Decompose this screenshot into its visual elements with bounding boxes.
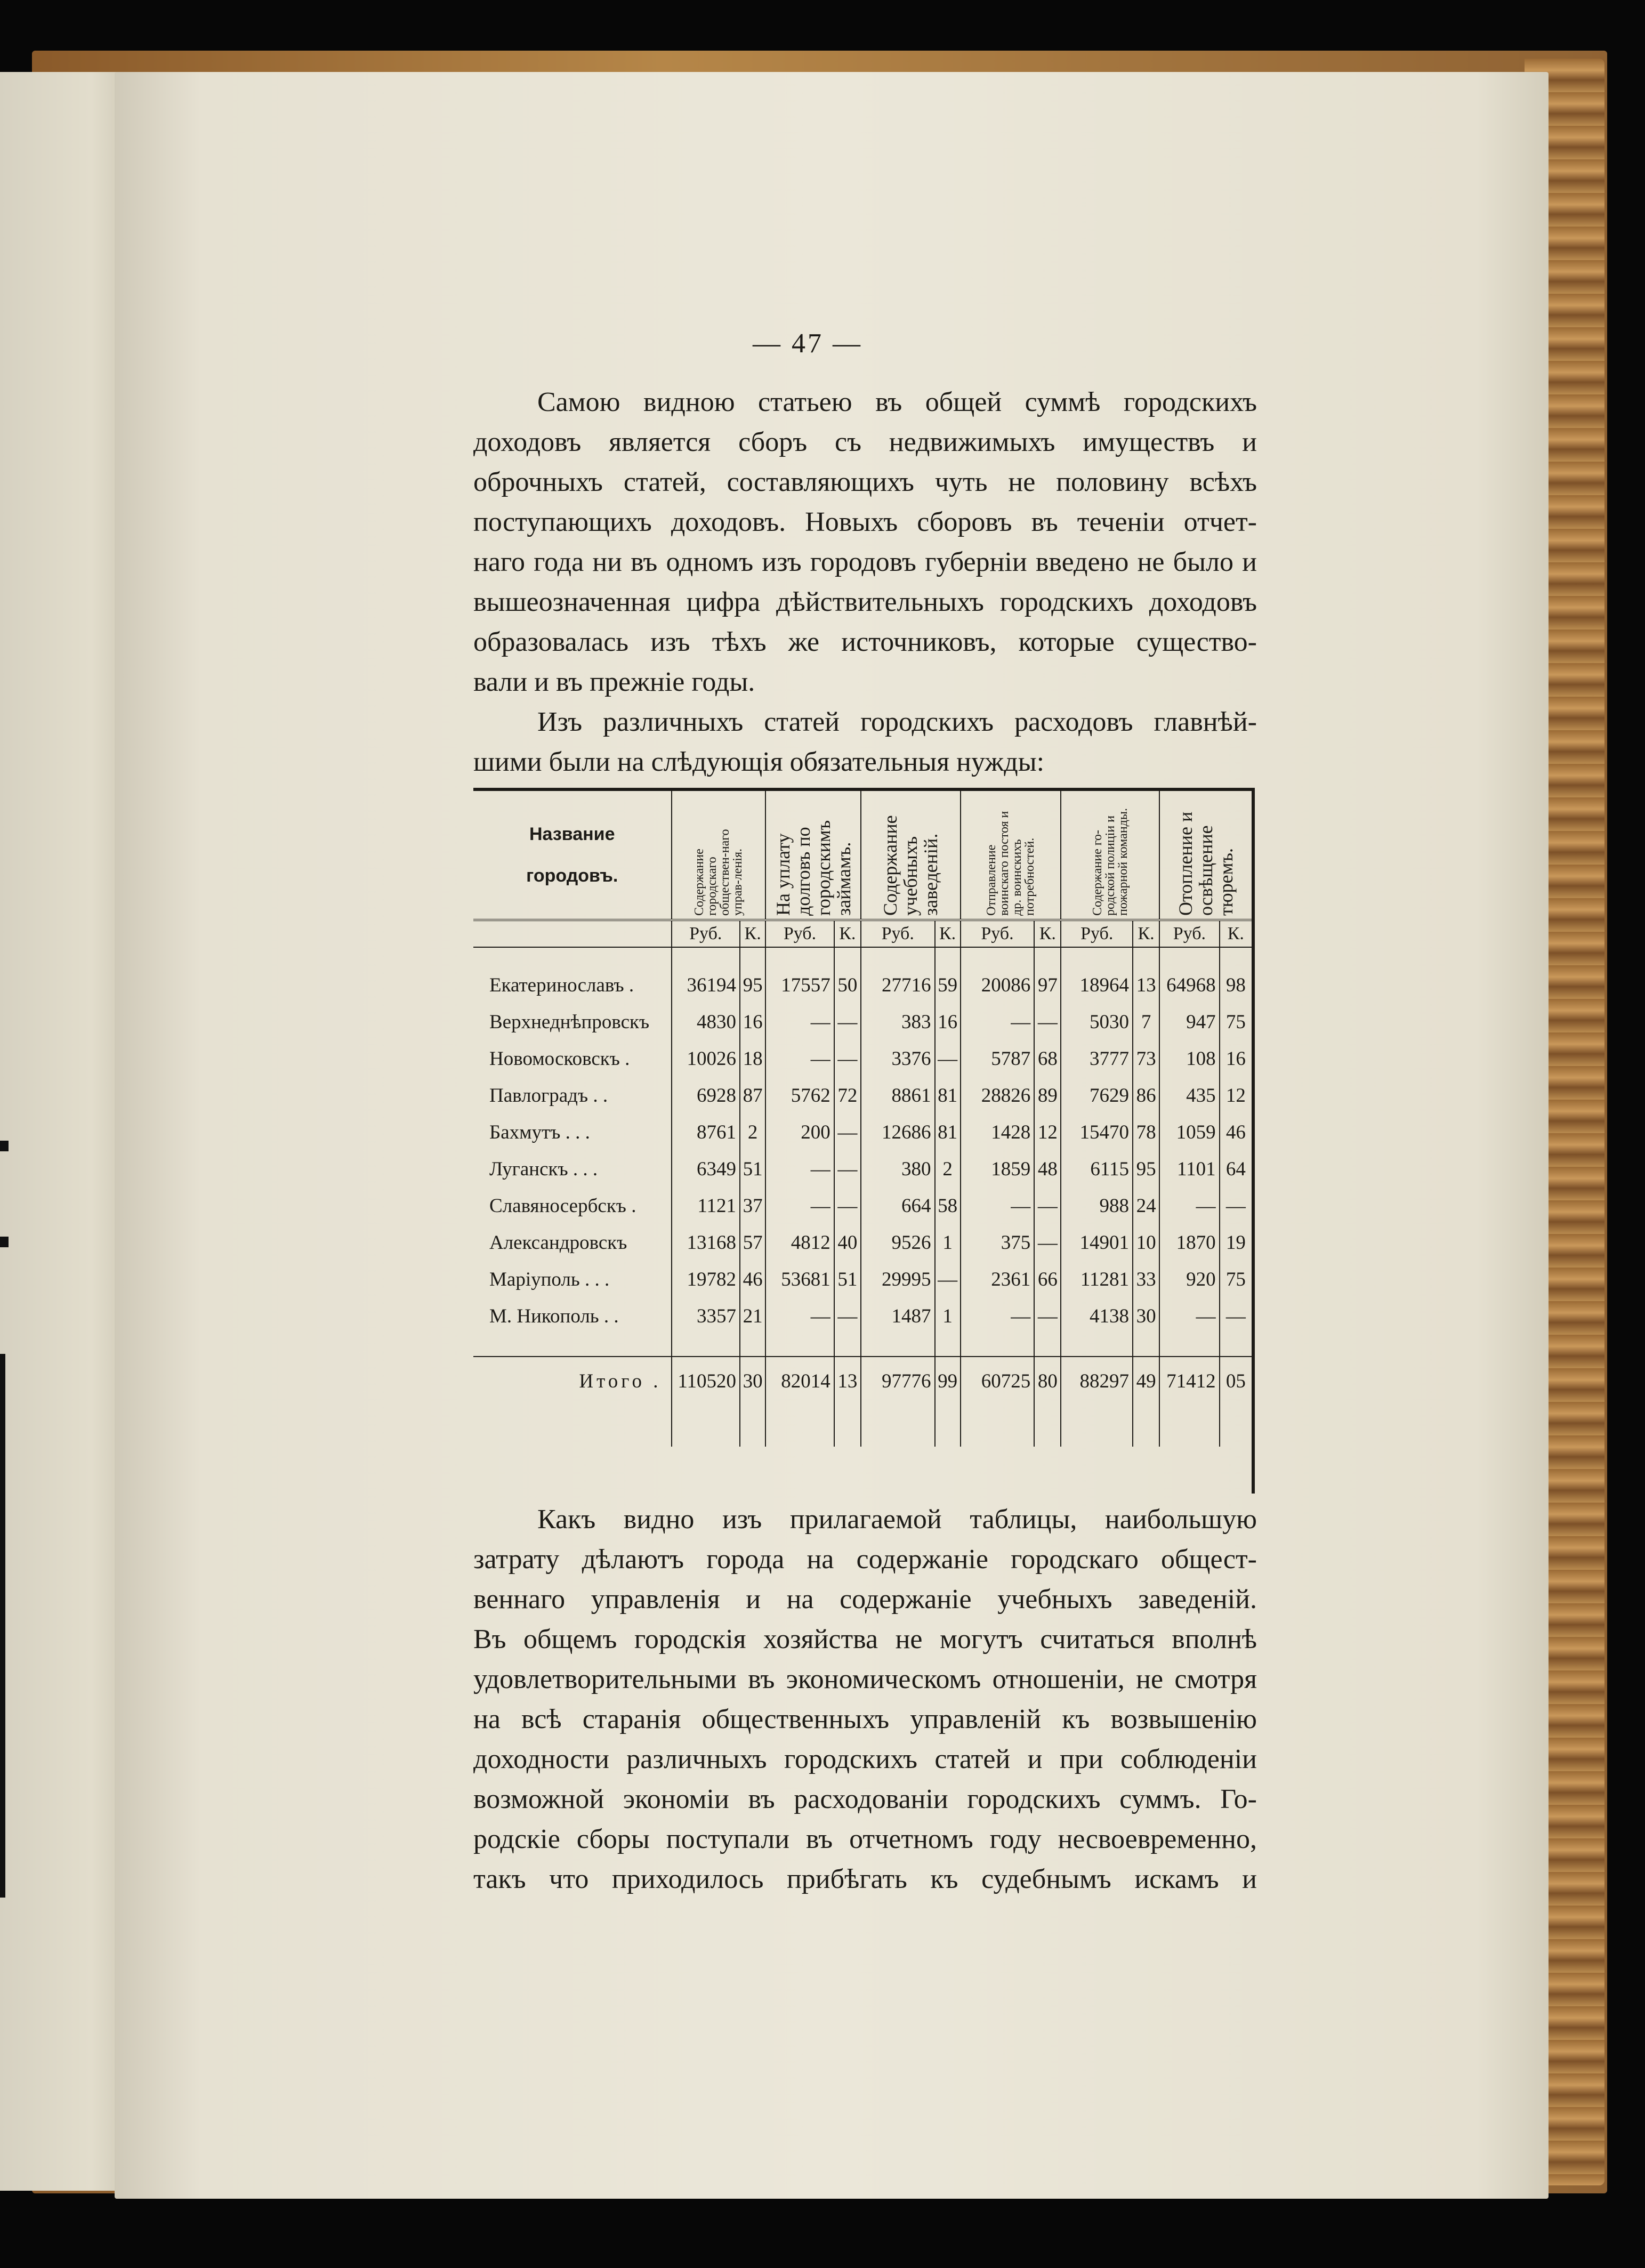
header-label: Отправление воинскаго постоя и др. воинскихъ потребностей.: [985, 811, 1037, 916]
cell: —: [765, 1004, 834, 1040]
cell: 46: [740, 1261, 765, 1298]
table-row: [473, 1151, 1252, 1188]
city-name: Марiуполь . . .: [489, 1269, 610, 1290]
left-page-mark: [0, 1141, 9, 1151]
cell: —: [765, 1151, 834, 1188]
cell: 5762: [765, 1077, 834, 1114]
table-row: [473, 1224, 1252, 1261]
cell: 17557: [765, 967, 834, 1004]
cell: —: [834, 1298, 861, 1335]
table-row: [473, 967, 1252, 1004]
cell: 15470: [1061, 1114, 1133, 1151]
cell: 8761: [672, 1114, 740, 1151]
cell: 81: [935, 1077, 961, 1114]
cell: —: [765, 1298, 834, 1335]
cell: 59: [935, 967, 961, 1004]
text-line: наго года ни въ одномъ изъ городовъ губернiи введено не было и: [473, 547, 1257, 577]
cell: 920: [1159, 1261, 1219, 1298]
cell: —: [961, 1188, 1035, 1224]
text-line: удовлетворительными въ экономическомъ отношенiи, не смотря: [473, 1664, 1257, 1694]
cell: 1487: [861, 1298, 935, 1335]
cell: 12: [1220, 1077, 1252, 1114]
cell: 12686: [861, 1114, 935, 1151]
cell: —: [1220, 1188, 1252, 1224]
city-name: Екатеринославъ .: [489, 974, 634, 996]
table-header-administration: [672, 791, 766, 920]
cell: —: [765, 1188, 834, 1224]
unit-rub: Руб.: [765, 920, 834, 947]
text-line: доходности различныхъ городскихъ статей и при соблюденiи: [473, 1744, 1257, 1774]
cell: 20086: [961, 967, 1035, 1004]
header-label: На уплату долговъ по городскимъ займамъ.: [772, 820, 854, 916]
cell: 05: [1220, 1357, 1252, 1405]
cell: 1101: [1159, 1151, 1219, 1188]
cell: 87: [740, 1077, 765, 1114]
cell: 3357: [672, 1298, 740, 1335]
cell: 21: [740, 1298, 765, 1335]
cell: 2361: [961, 1261, 1035, 1298]
unit-kop: К.: [834, 920, 861, 947]
cell: 58: [935, 1188, 961, 1224]
cell: 5787: [961, 1040, 1035, 1077]
cell: 1121: [672, 1188, 740, 1224]
header-label: городовъ.: [526, 866, 618, 886]
cell: 30: [740, 1357, 765, 1405]
header-label: Содержание учебныхъ заведенiй.: [880, 815, 942, 916]
cell: 98: [1220, 967, 1252, 1004]
table-row: [473, 1261, 1252, 1298]
cell: 3376: [861, 1040, 935, 1077]
text-line: веннаго управленiя и на содержанiе учебныхъ заведенiй.: [473, 1584, 1257, 1615]
left-page: [0, 72, 131, 2191]
cell: 2: [740, 1114, 765, 1151]
cell: 75: [1220, 1004, 1252, 1040]
cell: —: [935, 1040, 961, 1077]
unit-rub: Руб.: [672, 920, 740, 947]
cell: —: [1034, 1224, 1061, 1261]
table-row: [473, 1114, 1252, 1151]
cell: 16: [1220, 1040, 1252, 1077]
cell: 82014: [765, 1357, 834, 1405]
cell: 380: [861, 1151, 935, 1188]
cell: 81: [935, 1114, 961, 1151]
cell: 6928: [672, 1077, 740, 1114]
cell: 108: [1159, 1040, 1219, 1077]
cell: —: [1159, 1298, 1219, 1335]
unit-rub: Руб.: [961, 920, 1035, 947]
cell: 1870: [1159, 1224, 1219, 1261]
unit-kop: К.: [935, 920, 961, 947]
unit-kop: К.: [1133, 920, 1159, 947]
cell: 95: [740, 967, 765, 1004]
unit-rub: Руб.: [1061, 920, 1133, 947]
cell: 9526: [861, 1224, 935, 1261]
cell: 988: [1061, 1188, 1133, 1224]
cell: 89: [1034, 1077, 1061, 1114]
text-line: шими были на слѣдующiя обязательныя нужды:: [473, 747, 1045, 777]
cell: —: [765, 1040, 834, 1077]
cell: 40: [834, 1224, 861, 1261]
cell: 1428: [961, 1114, 1035, 1151]
cell: 33: [1133, 1261, 1159, 1298]
cell: 14901: [1061, 1224, 1133, 1261]
cell: 664: [861, 1188, 935, 1224]
cell: 37: [740, 1188, 765, 1224]
text-line: вышеозначенная цифра дѣйствительныхъ городскихъ доходовъ: [473, 587, 1257, 617]
cell: 36194: [672, 967, 740, 1004]
header-label: Содержание городскаго обществен-наго управ-ленiя.: [692, 829, 745, 916]
cell: 97: [1034, 967, 1061, 1004]
cell: 12: [1034, 1114, 1061, 1151]
cell: —: [834, 1188, 861, 1224]
cell: —: [834, 1004, 861, 1040]
cell: 80: [1034, 1357, 1061, 1405]
cell: 947: [1159, 1004, 1219, 1040]
cell: 71412: [1159, 1357, 1219, 1405]
text-line: образовалась изъ тѣхъ же источниковъ, которые существо-: [473, 627, 1257, 657]
cell: 66: [1034, 1261, 1061, 1298]
city-name: Александровскъ: [489, 1232, 627, 1254]
text-line: затрату дѣлаютъ города на содержанiе городскаго общест-: [473, 1544, 1257, 1575]
cell: 57: [740, 1224, 765, 1261]
text-line: оброчныхъ статей, составляющихъ чуть не половину всѣхъ: [473, 467, 1257, 497]
cell: —: [834, 1114, 861, 1151]
left-page-rule: [0, 1354, 5, 1898]
text-line: на всѣ старанiя общественныхъ управленiй къ возвышенiю: [473, 1704, 1257, 1734]
expenses-table: [473, 788, 1255, 1494]
cell: 375: [961, 1224, 1035, 1261]
total-label: Итого .: [473, 1357, 672, 1405]
cell: 1: [935, 1224, 961, 1261]
cell: 13168: [672, 1224, 740, 1261]
cell: 46: [1220, 1114, 1252, 1151]
city-name: Бахмутъ . . .: [489, 1121, 590, 1143]
cell: 30: [1133, 1298, 1159, 1335]
table-header-police: [1061, 791, 1159, 920]
cell: 1859: [961, 1151, 1035, 1188]
table-row: [473, 1077, 1252, 1114]
cell: 2: [935, 1151, 961, 1188]
cell: 6349: [672, 1151, 740, 1188]
cell: 95: [1133, 1151, 1159, 1188]
page-number: — 47 —: [753, 328, 862, 359]
cell: 49: [1133, 1357, 1159, 1405]
paragraph-1: [473, 382, 1257, 702]
cell: —: [834, 1151, 861, 1188]
cell: 435: [1159, 1077, 1219, 1114]
cell: 53681: [765, 1261, 834, 1298]
table-header-military: [961, 791, 1061, 920]
table-row-total: [473, 1357, 1252, 1405]
cell: 7: [1133, 1004, 1159, 1040]
cell: 19782: [672, 1261, 740, 1298]
cell: 29995: [861, 1261, 935, 1298]
cell: 383: [861, 1004, 935, 1040]
left-page-mark: [0, 1237, 9, 1247]
cell: —: [935, 1261, 961, 1298]
text-line: поступающихъ доходовъ. Новыхъ сборовъ въ теченiи отчет-: [473, 507, 1257, 537]
cell: —: [1034, 1298, 1061, 1335]
table-header-prisons: [1159, 791, 1252, 920]
unit-rub: Руб.: [861, 920, 935, 947]
cell: 51: [740, 1151, 765, 1188]
city-name: Славяносербскъ .: [489, 1195, 636, 1217]
cell: 13: [1133, 967, 1159, 1004]
table-row: [473, 1040, 1252, 1077]
cell: 11281: [1061, 1261, 1133, 1298]
cell: 72: [834, 1077, 861, 1114]
cell: 7629: [1061, 1077, 1133, 1114]
table-row: [473, 1188, 1252, 1224]
cell: 10026: [672, 1040, 740, 1077]
city-name: Луганскъ . . .: [489, 1158, 598, 1180]
cell: 110520: [672, 1357, 740, 1405]
city-name: М. Никополь . .: [489, 1305, 619, 1327]
table-header-loans: [765, 791, 861, 920]
cell: 13: [834, 1357, 861, 1405]
table-header-city: [473, 791, 672, 920]
city-name: Верхнеднѣпровскъ: [489, 1011, 650, 1033]
cell: 51: [834, 1261, 861, 1298]
cell: 6115: [1061, 1151, 1133, 1188]
cell: 68: [1034, 1040, 1061, 1077]
cell: 4812: [765, 1224, 834, 1261]
cell: —: [1159, 1188, 1219, 1224]
text-line: Какъ видно изъ прилагаемой таблицы, наибольшую: [537, 1504, 1257, 1535]
cell: 99: [935, 1357, 961, 1405]
cell: 24: [1133, 1188, 1159, 1224]
cell: 28826: [961, 1077, 1035, 1114]
cell: 19: [1220, 1224, 1252, 1261]
cell: 16: [935, 1004, 961, 1040]
cell: 18964: [1061, 967, 1133, 1004]
cell: 5030: [1061, 1004, 1133, 1040]
unit-kop: К.: [1034, 920, 1061, 947]
cell: 60725: [961, 1357, 1035, 1405]
cell: —: [834, 1040, 861, 1077]
text-line: вали и въ прежнiе годы.: [473, 667, 755, 697]
cell: 1059: [1159, 1114, 1219, 1151]
table-header-schools: [861, 791, 961, 920]
cell: 16: [740, 1004, 765, 1040]
cell: 73: [1133, 1040, 1159, 1077]
cell: 48: [1034, 1151, 1061, 1188]
text-line: родскiе сборы поступали въ отчетномъ году несвоевременно,: [473, 1824, 1257, 1854]
text-line: Въ общемъ городскiя хозяйства не могутъ считаться вполнѣ: [473, 1624, 1257, 1654]
text-line: такъ что приходилось прибѣгать къ судебнымъ искамъ и: [473, 1864, 1257, 1894]
cell: —: [1220, 1298, 1252, 1335]
cell: 78: [1133, 1114, 1159, 1151]
header-label: Содержание го-родской полицiи и пожарной команды.: [1090, 808, 1130, 916]
cell: 97776: [861, 1357, 935, 1405]
table-row: [473, 1004, 1252, 1040]
unit-rub: Руб.: [1159, 920, 1219, 947]
cell: 88297: [1061, 1357, 1133, 1405]
cell: —: [961, 1004, 1035, 1040]
cell: 75: [1220, 1261, 1252, 1298]
unit-kop: К.: [740, 920, 765, 947]
cell: 200: [765, 1114, 834, 1151]
paragraph-2: [473, 702, 1257, 782]
header-label: Название: [529, 824, 615, 844]
unit-kop: К.: [1220, 920, 1252, 947]
cell: 1: [935, 1298, 961, 1335]
cell: 18: [740, 1040, 765, 1077]
text-line: Изъ различныхъ статей городскихъ расходовъ главнѣй-: [537, 707, 1257, 737]
cell: 10: [1133, 1224, 1159, 1261]
text-line: возможной экономiи въ расходованiи городскихъ суммъ. Го-: [473, 1784, 1257, 1814]
cell: 4138: [1061, 1298, 1133, 1335]
cell: —: [1034, 1004, 1061, 1040]
city-name: Павлоградъ . .: [489, 1085, 608, 1107]
cell: 86: [1133, 1077, 1159, 1114]
cell: 50: [834, 967, 861, 1004]
cell: 27716: [861, 967, 935, 1004]
cell: —: [961, 1298, 1035, 1335]
paragraph-3: [473, 1499, 1257, 1899]
cell: 4830: [672, 1004, 740, 1040]
text-line: доходовъ является сборъ съ недвижимыхъ имуществъ и: [473, 427, 1257, 457]
cell: —: [1034, 1188, 1061, 1224]
cell: 3777: [1061, 1040, 1133, 1077]
text-line: Самою видною статьею въ общей суммѣ городскихъ: [537, 387, 1257, 417]
cell: 8861: [861, 1077, 935, 1114]
cell: 64: [1220, 1151, 1252, 1188]
header-label: Отопление и освѣщение тюремъ.: [1175, 811, 1237, 916]
table-row: [473, 1298, 1252, 1335]
city-name: Новомосковскъ .: [489, 1048, 630, 1070]
cell: 64968: [1159, 967, 1219, 1004]
